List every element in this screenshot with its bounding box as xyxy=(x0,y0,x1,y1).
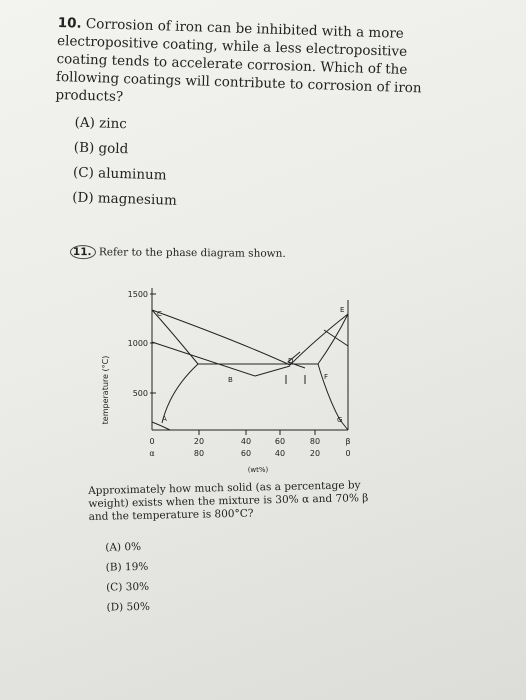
point-label-c: C xyxy=(157,310,162,318)
question-10-choices xyxy=(52,110,435,222)
handdrawn-line-1 xyxy=(152,342,255,376)
handdrawn-line-2 xyxy=(255,366,290,376)
x-tick-top-beta: β xyxy=(345,437,351,446)
y-tick-500: 500 xyxy=(132,389,148,398)
x-tick-bottom-80: 80 xyxy=(193,449,205,458)
beta-solidus-curve xyxy=(318,314,348,364)
x-tick-top-0: 0 xyxy=(149,437,155,446)
x-tick-top-40: 40 xyxy=(240,437,252,446)
question-11-choice-d: (D) 50% xyxy=(106,600,150,614)
x-tick-top-20: 20 xyxy=(193,437,205,446)
point-label-g: G xyxy=(337,416,343,424)
x-tick-bottom-alpha: α xyxy=(149,449,155,458)
question-11-intro xyxy=(70,246,286,260)
point-label-f: F xyxy=(324,373,329,381)
question-11-number: 11. xyxy=(70,245,96,259)
question-10-choice-b: (B) gold xyxy=(73,139,129,158)
x-tick-top-80: 80 xyxy=(309,437,321,446)
phase-diagram-svg xyxy=(100,280,370,480)
liquidus-curve xyxy=(152,310,348,365)
x-tick-top-60: 60 xyxy=(274,437,286,446)
point-label-d: D xyxy=(288,357,294,365)
point-label-e: E xyxy=(340,306,345,314)
x-tick-bottom-60: 60 xyxy=(240,449,252,458)
point-label-a: A xyxy=(162,415,167,423)
question-11-text: Approximately how much solid (as a percentage by weight) exists when the mixture is 30% α and 70% β and the temperature is 800°C? xyxy=(88,479,369,523)
question-11-intro-text: Refer to the phase diagram shown. xyxy=(98,246,286,260)
question-10-choice-c: (C) aluminum xyxy=(72,164,167,184)
question-11-choice-c: (C) 30% xyxy=(106,580,150,594)
x-tick-bottom-0: 0 xyxy=(345,449,351,458)
question-11-choice-b: (B) 19% xyxy=(105,560,149,574)
question-10-text: Corrosion of iron can be inhibited with a more electropositive coating, while a less electropositive coating tends to accelerate corrosion. Which of the following coatings will contribute to corrosion of iron products? xyxy=(55,15,422,106)
question-10-choice-d: (D) magnesium xyxy=(71,189,178,209)
alpha-corner-curve xyxy=(152,422,170,430)
question-11-choices xyxy=(89,532,393,618)
question-10 xyxy=(52,14,438,222)
question-10-number: 10. xyxy=(57,14,82,32)
y-tick-1000: 1000 xyxy=(127,339,148,348)
question-11-choice-a: (A) 0% xyxy=(105,540,142,554)
y-tick-1500: 1500 xyxy=(127,290,148,299)
alpha-solvus-curve xyxy=(162,364,198,423)
beta-solvus-curve xyxy=(318,364,340,420)
phase-diagram xyxy=(100,280,370,480)
x-tick-bottom-40: 40 xyxy=(274,449,286,458)
handdrawn-line-3 xyxy=(324,330,348,346)
y-axis-label: temperature (°C) xyxy=(101,355,110,425)
question-11 xyxy=(88,479,393,618)
question-10-choice-a: (A) zinc xyxy=(74,114,128,133)
x-tick-bottom-20: 20 xyxy=(309,449,321,458)
x-axis-label: (wt%) xyxy=(247,466,269,474)
point-label-b: B xyxy=(228,376,233,384)
